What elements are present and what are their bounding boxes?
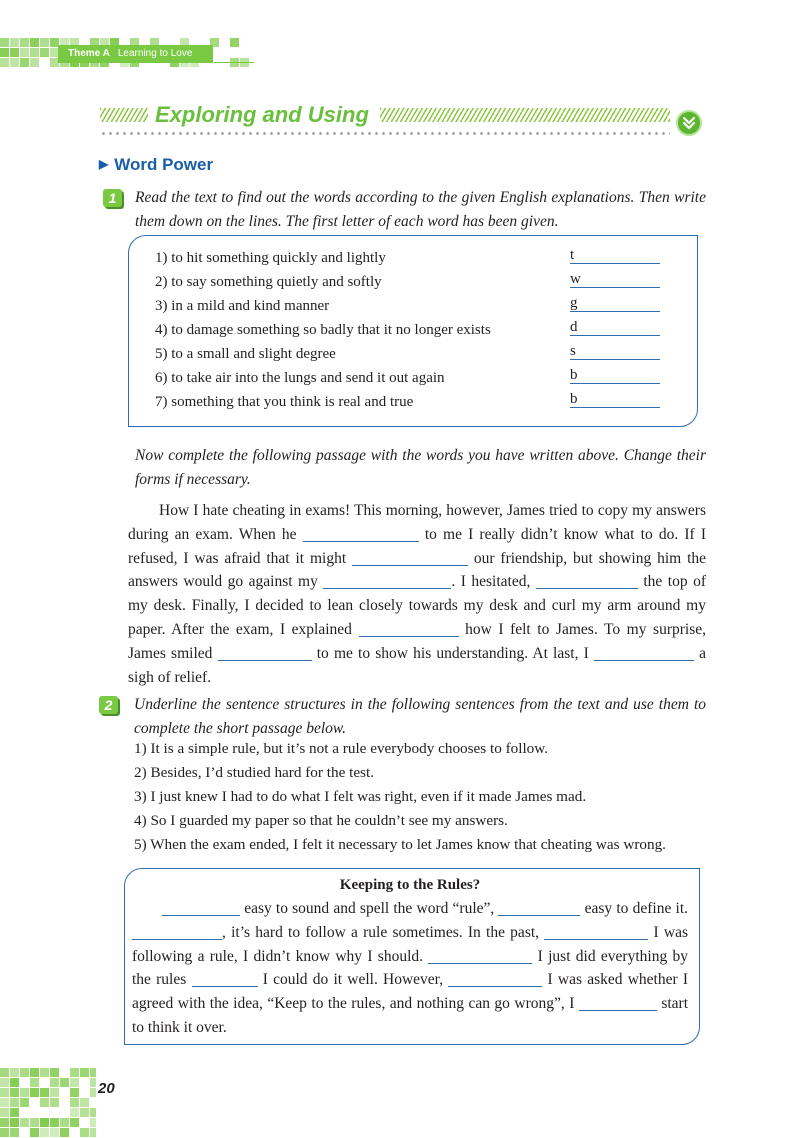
mosaic-pixel: [10, 38, 19, 47]
mosaic-pixel: [50, 1128, 59, 1137]
mosaic-pixel: [30, 1118, 39, 1127]
answer-line[interactable]: b: [570, 390, 660, 408]
mosaic-pixel: [30, 1078, 39, 1087]
example-sentence: 5) When the exam ended, I felt it necessary to let James know that cheating was wrong.: [134, 836, 666, 853]
blank-line[interactable]: [594, 644, 694, 661]
example-sentence: 2) Besides, I’d studied hard for the test.: [134, 764, 374, 781]
blank-line[interactable]: [132, 923, 222, 940]
mosaic-pixel: [10, 1098, 19, 1107]
mosaic-pixel: [70, 1078, 79, 1087]
mosaic-pixel: [40, 1088, 49, 1097]
mosaic-pixel: [30, 48, 39, 57]
mosaic-pixel: [230, 38, 239, 47]
example-sentence: 3) I just knew I had to do what I felt was right, even if it made James mad.: [134, 788, 587, 805]
mosaic-pixel: [10, 48, 19, 57]
mosaic-pixel: [80, 1098, 89, 1107]
mosaic-pixel: [90, 1108, 96, 1117]
mosaic-pixel: [30, 38, 39, 47]
word-power-label: Word Power: [114, 155, 214, 174]
mosaic-pixel: [20, 58, 29, 67]
definition-row: [155, 366, 675, 390]
mosaic-pixel: [30, 1128, 39, 1137]
mosaic-pixel: [70, 1068, 79, 1077]
blank-line[interactable]: [428, 947, 532, 964]
answer-line[interactable]: w: [570, 270, 660, 288]
definition-text: 7) something that you think is real and true: [155, 394, 414, 410]
passage-text: how I felt to James. To my surprise, James smiled: [128, 620, 707, 662]
definitions-list: [155, 246, 675, 414]
mosaic-pixel: [90, 1128, 96, 1137]
blank-line[interactable]: [579, 995, 657, 1012]
mosaic-pixel: [90, 1118, 96, 1127]
word-power-heading: [99, 155, 213, 175]
mosaic-pixel: [50, 1118, 59, 1127]
definition-text: 1) to hit something quickly and lightly: [155, 250, 386, 266]
mosaic-pixel: [10, 1078, 19, 1087]
mosaic-pixel: [30, 58, 39, 67]
blank-line[interactable]: [498, 900, 580, 917]
mosaic-pixel: [60, 1118, 69, 1127]
blank-line[interactable]: [218, 644, 312, 661]
mosaic-pixel: [10, 58, 19, 67]
mosaic-pixel: [70, 1108, 79, 1117]
mosaic-pixel: [40, 1098, 49, 1107]
example-sentences: [134, 737, 666, 857]
definition-text: 2) to say something quietly and softly: [155, 274, 382, 290]
passage-text: a sigh of relief.: [128, 644, 707, 686]
mosaic-pixel: [80, 1128, 89, 1137]
blank-line[interactable]: [544, 923, 648, 940]
exercise1-instruction: Read the text to find out the words according to the given English explanations. Then write them down on the lines. The first letter of each word has been given.: [135, 189, 706, 230]
definition-text: 6) to take air into the lungs and send it out again: [155, 370, 445, 386]
mosaic-pixel: [20, 38, 29, 47]
mosaic-pixel: [10, 1128, 19, 1137]
mosaic-pixel: [0, 38, 9, 47]
answer-line[interactable]: g: [570, 294, 660, 312]
passage-text: to me to show his understanding. At last, I: [316, 644, 589, 662]
definition-text: 4) to damage something so badly that it no longer exists: [155, 322, 491, 338]
answer-line[interactable]: d: [570, 318, 660, 336]
example-sentence: 1) It is a simple rule, but it’s not a rule everybody chooses to follow.: [134, 740, 549, 757]
mosaic-pixel: [70, 1098, 79, 1107]
exercise-number-badge: 2: [99, 696, 118, 714]
mosaic-pixel: [40, 48, 49, 57]
section-title: Exploring and Using: [155, 102, 369, 127]
mosaic-pixel: [10, 1068, 19, 1077]
mosaic-pixel: [20, 1118, 29, 1127]
header-rule: [214, 62, 254, 63]
answer-line[interactable]: s: [570, 342, 660, 360]
passage-text: . I hesitated,: [451, 573, 531, 591]
theme-title: Learning to Love: [117, 48, 193, 59]
theme-header-band: [58, 45, 213, 63]
blank-line[interactable]: [162, 900, 240, 917]
mosaic-pixel: [10, 1108, 19, 1117]
mosaic-pixel: [90, 1068, 96, 1077]
passage-text: I could do it well. However,: [262, 971, 444, 989]
mosaic-pixel: [50, 1098, 59, 1107]
passage-text: to me I really didn’t know what to do. If I refused, I was afraid that it might: [128, 525, 707, 567]
passage-text: our friendship, but showing him the answers would go against my: [128, 549, 707, 591]
passage-text: start to think it over.: [132, 995, 689, 1036]
passage-text: , it’s hard to follow a rule sometimes. In the past,: [222, 923, 540, 941]
mosaic-pixel: [0, 1078, 9, 1087]
mosaic-pixel: [10, 1118, 19, 1127]
passage-instruction: Now complete the following passage with the words you have written above. Change their forms if necessary.: [135, 447, 706, 488]
fill-in-passage: [128, 499, 706, 689]
passage-text: I just did everything by the rules: [132, 947, 689, 989]
mosaic-pixel: [20, 48, 29, 57]
passage-text: easy to sound and spell the word “rule”,: [244, 900, 495, 917]
blank-line[interactable]: [359, 620, 459, 637]
mosaic-pixel: [40, 1118, 49, 1127]
pixel-mosaic-footer: [0, 1068, 96, 1138]
definition-text: 3) in a mild and kind manner: [155, 298, 330, 314]
passage-text: I was asked whether I agreed with the idea, “Keep to the rules, and nothing can go wrong”, I: [132, 971, 689, 1013]
mosaic-pixel: [60, 1078, 69, 1087]
mosaic-pixel: [0, 1108, 9, 1117]
exercise-number-badge: 1: [103, 189, 122, 207]
mosaic-pixel: [0, 1118, 9, 1127]
passage-text: the top of my desk. Finally, I decided to lean closely towards my desk and curl my arm around my paper. After the exam, I explained: [128, 573, 707, 638]
passage-text: I was following a rule, I didn’t know why I should.: [132, 923, 688, 965]
mosaic-pixel: [80, 1068, 89, 1077]
mosaic-pixel: [50, 1068, 59, 1077]
mosaic-pixel: [40, 1128, 49, 1137]
mosaic-pixel: [0, 1128, 9, 1137]
blank-line[interactable]: [352, 549, 468, 566]
mosaic-pixel: [90, 1088, 96, 1097]
definition-row: [155, 342, 675, 366]
mosaic-pixel: [10, 1088, 19, 1097]
passage-text: easy to define it.: [584, 900, 688, 917]
triangle-bullet-icon: ▶: [99, 157, 109, 171]
mosaic-pixel: [70, 1088, 79, 1097]
mosaic-pixel: [20, 1088, 29, 1097]
mosaic-pixel: [0, 1088, 9, 1097]
title-hatch-left: [100, 108, 148, 122]
short-passage: [132, 897, 688, 1040]
answer-line[interactable]: t: [570, 246, 660, 264]
blank-line[interactable]: [323, 573, 451, 590]
mosaic-pixel: [50, 1088, 59, 1097]
mosaic-pixel: [0, 1098, 9, 1107]
blank-line[interactable]: [448, 971, 542, 988]
mosaic-pixel: [90, 1078, 96, 1087]
title-hatch-right: [380, 108, 670, 122]
example-sentence: 4) So I guarded my paper so that he couldn’t see my answers.: [134, 812, 508, 829]
definition-row: [155, 270, 675, 294]
mosaic-pixel: [70, 1118, 79, 1127]
mosaic-pixel: [60, 1128, 69, 1137]
mosaic-pixel: [40, 1068, 49, 1077]
mosaic-pixel: [0, 58, 9, 67]
definition-row: [155, 294, 675, 318]
mosaic-pixel: [30, 1068, 39, 1077]
mosaic-pixel: [20, 1098, 29, 1107]
theme-label: Theme A: [68, 48, 110, 59]
mosaic-pixel: [0, 48, 9, 57]
box-title: Keeping to the Rules?: [339, 877, 481, 893]
dotted-divider: [100, 132, 670, 135]
definition-text: 5) to a small and slight degree: [155, 346, 336, 362]
exercise2-instruction: Underline the sentence structures in the following sentences from the text and use them to complete the short passage below.: [134, 696, 706, 737]
definition-row: [155, 318, 675, 342]
page-number: 20: [98, 1080, 115, 1097]
mosaic-pixel: [80, 1108, 89, 1117]
blank-line[interactable]: [192, 971, 258, 988]
answer-line[interactable]: b: [570, 366, 660, 384]
mosaic-pixel: [30, 1088, 39, 1097]
mosaic-pixel: [20, 1068, 29, 1077]
double-chevron-down-icon: [676, 110, 702, 136]
mosaic-pixel: [40, 38, 49, 47]
blank-line[interactable]: [303, 525, 419, 542]
mosaic-pixel: [50, 1078, 59, 1087]
mosaic-pixel: [0, 1068, 9, 1077]
passage-text: How I hate cheating in exams! This morning, however, James tried to copy my answers during an exam. When he: [128, 502, 706, 543]
blank-line[interactable]: [536, 573, 638, 590]
definition-row: [155, 246, 675, 270]
definition-row: [155, 390, 675, 414]
